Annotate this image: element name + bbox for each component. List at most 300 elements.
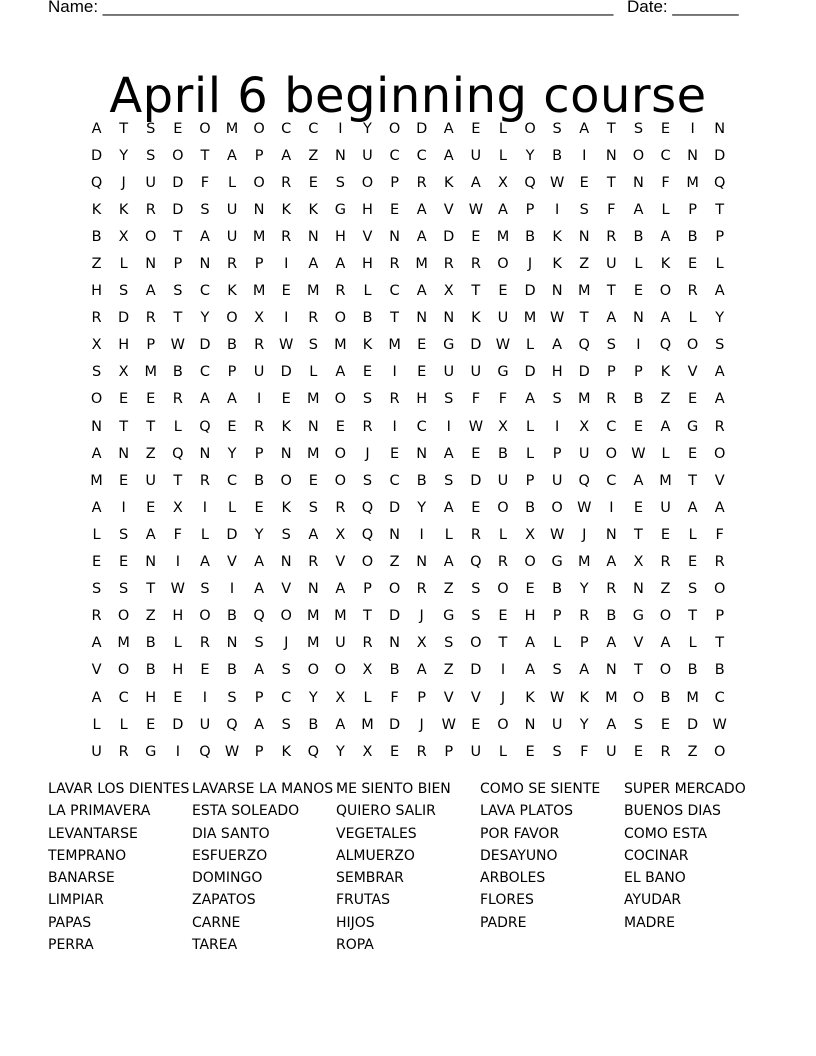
grid-letter: B [497, 445, 508, 462]
grid-letter: Y [579, 581, 589, 598]
grid-letter: P [254, 445, 264, 462]
grid-letter: W [468, 418, 484, 435]
grid-letter: M [577, 283, 591, 300]
grid-letter: E [471, 716, 481, 733]
grid-letter: B [416, 472, 427, 489]
grid-letter: K [227, 283, 237, 300]
grid-letter: I [555, 201, 560, 218]
grid-letter: R [281, 228, 292, 245]
grid-letter: O [470, 635, 482, 652]
grid-letter: K [281, 499, 291, 516]
grid-letter: T [119, 418, 129, 435]
grid-letter: S [335, 174, 345, 191]
grid-letter: R [714, 554, 725, 571]
grid-letter: C [281, 120, 292, 137]
grid-letter: Q [361, 526, 374, 543]
grid-letter: A [281, 147, 292, 164]
grid-letter: R [254, 418, 265, 435]
grid-letter: N [307, 228, 319, 245]
grid-letter: Q [361, 499, 374, 516]
grid-letter: O [172, 147, 184, 164]
grid-letter: I [202, 499, 208, 516]
grid-letter: I [338, 120, 343, 137]
grid-letter: U [199, 716, 211, 733]
grid-row [83, 603, 738, 630]
grid-row [83, 576, 738, 603]
grid-letter: A [579, 120, 590, 137]
grid-letter: G [497, 364, 509, 381]
grid-letter: J [419, 716, 424, 733]
grid-letter: F [661, 174, 670, 191]
grid-letter: Z [443, 581, 454, 598]
grid-letter: W [631, 445, 646, 462]
word-list-item: POR FAVOR [480, 825, 560, 842]
grid-letter: K [660, 364, 671, 381]
grid-letter: E [471, 120, 481, 137]
grid-letter: N [524, 716, 536, 733]
grid-letter: R [443, 256, 454, 273]
letter-grid [83, 115, 738, 765]
grid-letter: D [280, 364, 292, 381]
grid-letter: N [416, 554, 428, 571]
grid-letter: B [145, 662, 156, 679]
grid-letter: M [144, 364, 157, 381]
grid-letter: S [444, 472, 454, 489]
grid-letter: O [307, 662, 319, 679]
word-list-item: ME SIENTO BIEN [336, 781, 451, 797]
grid-letter: B [606, 608, 617, 625]
grid-letter: Q [578, 337, 590, 354]
grid-letter: X [579, 418, 590, 435]
grid-letter: N [443, 310, 455, 327]
grid-letter: A [91, 499, 102, 516]
grid-letter: M [415, 256, 428, 273]
grid-row [83, 684, 738, 711]
word-list-item: DESAYUNO [480, 847, 558, 864]
grid-letter: E [660, 120, 671, 137]
grid-letter: J [121, 174, 126, 191]
grid-letter: R [199, 472, 210, 489]
date-field-line: Date: _______ [627, 0, 739, 16]
grid-letter: L [661, 201, 670, 218]
word-list-item: FLORES [480, 892, 534, 909]
grid-letter: D [470, 337, 482, 354]
word-list-item: BUENOS DIAS [624, 803, 721, 820]
grid-letter: C [714, 689, 725, 706]
grid-letter: O [632, 147, 645, 164]
grid-letter: L [173, 418, 182, 435]
grid-letter: S [281, 526, 291, 543]
grid-letter: E [389, 743, 400, 760]
grid-letter: S [200, 581, 210, 598]
grid-letter: V [281, 581, 292, 598]
grid-letter: B [145, 635, 156, 652]
grid-letter: O [659, 283, 672, 300]
grid-letter: T [606, 283, 616, 300]
grid-letter: I [582, 147, 587, 164]
grid-letter: P [254, 743, 264, 760]
grid-letter: K [525, 689, 535, 706]
word-list-item: LAVARSE LA MANOS [192, 781, 334, 797]
grid-letter: A [335, 256, 346, 273]
grid-letter: V [335, 554, 346, 571]
grid-letter: O [280, 608, 292, 625]
grid-letter: Y [200, 310, 210, 327]
grid-letter: A [687, 499, 698, 516]
grid-letter: E [471, 228, 481, 245]
grid-letter: S [552, 120, 562, 137]
grid-letter: E [688, 554, 698, 571]
grid-letter: E [308, 174, 318, 191]
word-list-item: ROPA [336, 937, 374, 954]
grid-letter: U [470, 147, 482, 164]
grid-letter: N [632, 581, 644, 598]
grid-row [83, 332, 738, 359]
grid-letter: A [660, 418, 671, 435]
grid-letter: R [714, 418, 725, 435]
word-list-item: MADRE [624, 914, 676, 931]
grid-letter: Q [199, 418, 211, 435]
grid-letter: L [715, 256, 724, 273]
grid-letter: Z [91, 256, 102, 273]
grid-letter: I [175, 554, 180, 571]
grid-letter: S [362, 391, 373, 408]
grid-letter: U [551, 716, 563, 733]
grid-letter: O [117, 662, 130, 679]
grid-letter: E [281, 283, 291, 300]
grid-letter: D [172, 201, 184, 218]
grid-letter: R [470, 526, 481, 543]
grid-letter: H [362, 201, 373, 218]
grid-letter: S [552, 391, 562, 408]
grid-letter: S [471, 581, 481, 598]
grid-letter: E [119, 391, 129, 408]
grid-letter: L [498, 120, 507, 137]
grid-letter: X [362, 662, 373, 679]
grid-letter: O [713, 581, 726, 598]
grid-letter: N [199, 445, 211, 462]
grid-letter: S [552, 662, 562, 679]
grid-letter: R [226, 256, 238, 273]
grid-letter: B [714, 662, 725, 679]
grid-letter: E [688, 391, 698, 408]
grid-letter: D [524, 283, 536, 300]
word-list-item: PADRE [480, 914, 527, 931]
grid-letter: H [145, 689, 157, 706]
grid-letter: X [443, 283, 454, 300]
grid-letter: E [471, 499, 481, 516]
grid-letter: H [334, 228, 346, 245]
grid-letter: T [633, 526, 643, 543]
grid-letter: O [713, 445, 726, 462]
grid-letter: M [117, 635, 130, 652]
grid-letter: E [417, 364, 427, 381]
grid-letter: A [714, 364, 725, 381]
grid-letter: A [606, 635, 617, 652]
grid-letter: O [686, 337, 699, 354]
grid-letter: X [118, 364, 129, 381]
grid-letter: P [363, 581, 372, 598]
grid-letter: M [252, 283, 266, 300]
grid-letter: L [526, 445, 535, 462]
grid-letter: S [173, 283, 183, 300]
grid-letter: U [362, 147, 373, 164]
grid-letter: E [173, 689, 183, 706]
word-list-item: DOMINGO [192, 870, 263, 887]
grid-letter: S [715, 337, 725, 354]
grid-letter: A [660, 635, 671, 652]
grid-letter: M [252, 228, 266, 245]
grid-row [83, 711, 738, 738]
grid-letter: C [199, 283, 210, 300]
grid-letter: O [361, 174, 374, 191]
grid-letter: O [659, 662, 672, 679]
grid-letter: X [633, 554, 644, 571]
grid-letter: Q [578, 472, 590, 489]
grid-letter: A [443, 120, 454, 137]
grid-letter: V [714, 472, 725, 489]
grid-letter: Q [90, 174, 103, 191]
grid-letter: P [552, 445, 562, 462]
grid-letter: S [119, 526, 129, 543]
grid-letter: I [256, 391, 262, 408]
grid-row [83, 142, 738, 169]
grid-letter: L [363, 283, 372, 300]
grid-letter: P [173, 256, 183, 273]
grid-letter: R [389, 256, 400, 273]
grid-letter: B [362, 310, 373, 327]
grid-row [83, 738, 738, 765]
grid-letter: O [497, 716, 509, 733]
grid-letter: W [549, 689, 565, 706]
grid-letter: Z [579, 256, 590, 273]
grid-row [83, 521, 738, 548]
grid-letter: B [91, 228, 102, 245]
grid-letter: N [578, 228, 590, 245]
grid-letter: P [254, 147, 264, 164]
grid-letter: A [606, 716, 617, 733]
grid-letter: U [91, 743, 102, 760]
word-list-item: ARBOLES [480, 870, 546, 887]
grid-letter: C [389, 472, 400, 489]
grid-letter: E [417, 337, 427, 354]
grid-letter: R [416, 174, 427, 191]
grid-letter: T [363, 608, 372, 625]
grid-letter: K [281, 418, 291, 435]
grid-letter: E [660, 716, 671, 733]
grid-letter: P [444, 743, 454, 760]
grid-letter: D [470, 472, 482, 489]
grid-letter: F [715, 526, 724, 543]
grid-letter: E [389, 201, 400, 218]
grid-letter: O [199, 120, 211, 137]
grid-letter: S [362, 472, 373, 489]
grid-letter: E [91, 554, 102, 571]
grid-letter: N [199, 256, 211, 273]
grid-letter: S [606, 337, 616, 354]
grid-letter: S [254, 635, 264, 652]
grid-letter: V [470, 689, 481, 706]
grid-letter: A [416, 662, 427, 679]
grid-letter: B [227, 662, 237, 679]
grid-letter: W [549, 174, 565, 191]
grid-letter: E [525, 743, 535, 760]
grid-letter: U [470, 364, 482, 381]
grid-letter: Y [715, 310, 725, 327]
grid-letter: R [172, 391, 183, 408]
grid-letter: Y [579, 716, 589, 733]
grid-letter: U [578, 445, 590, 462]
grid-letter: R [254, 337, 265, 354]
grid-letter: I [500, 662, 506, 679]
word-list-item: PAPAS [48, 914, 92, 931]
grid-letter: N [145, 256, 157, 273]
grid-letter: K [660, 256, 671, 273]
grid-letter: A [91, 120, 102, 137]
grid-row [83, 467, 738, 494]
grid-letter: R [362, 418, 373, 435]
grid-letter: M [388, 337, 401, 354]
word-list-item: PERRA [48, 937, 94, 954]
grid-letter: V [227, 554, 237, 571]
grid-letter: O [253, 174, 265, 191]
grid-letter: O [280, 472, 292, 489]
grid-letter: L [92, 716, 101, 733]
grid-letter: E [633, 418, 643, 435]
grid-letter: T [471, 283, 481, 300]
grid-letter: D [199, 337, 211, 354]
grid-letter: Z [443, 662, 454, 679]
grid-letter: B [633, 391, 644, 408]
grid-letter: K [281, 201, 291, 218]
grid-letter: U [443, 364, 455, 381]
grid-letter: T [715, 201, 725, 218]
word-list-item: SUPER MERCADO [624, 781, 746, 797]
grid-letter: X [497, 418, 508, 435]
word-list-item: EL BANO [624, 870, 686, 887]
grid-letter: Q [172, 445, 184, 462]
grid-letter: R [91, 608, 102, 625]
grid-letter: O [90, 391, 103, 408]
grid-letter: B [389, 662, 400, 679]
grid-letter: L [444, 526, 453, 543]
grid-letter: K [308, 201, 319, 218]
grid-letter: C [416, 418, 427, 435]
grid-letter: U [335, 635, 346, 652]
grid-letter: Y [335, 743, 345, 760]
grid-letter: W [224, 743, 240, 760]
grid-letter: P [525, 472, 535, 489]
grid-letter: E [688, 445, 698, 462]
grid-letter: A [227, 147, 237, 164]
grid-letter: L [200, 526, 209, 543]
grid-letter: X [91, 337, 102, 354]
grid-letter: I [690, 120, 695, 137]
grid-letter: N [91, 418, 102, 435]
grid-letter: Z [145, 445, 156, 462]
grid-letter: T [390, 310, 399, 327]
grid-letter: M [361, 716, 374, 733]
grid-letter: E [119, 472, 129, 489]
grid-letter: K [91, 201, 102, 218]
grid-letter: W [495, 337, 511, 354]
grid-letter: Y [363, 120, 372, 137]
grid-letter: P [525, 201, 535, 218]
grid-letter: R [335, 499, 346, 516]
grid-letter: U [253, 364, 265, 381]
grid-letter: C [606, 418, 617, 435]
grid-letter: I [392, 418, 397, 435]
grid-letter: Y [254, 526, 264, 543]
grid-letter: E [688, 256, 698, 273]
grid-letter: B [687, 662, 698, 679]
grid-row [83, 657, 738, 684]
grid-letter: B [660, 689, 671, 706]
grid-row [83, 494, 738, 521]
page-title: April 6 beginning course [109, 68, 707, 125]
grid-row [83, 630, 738, 657]
grid-letter: B [525, 228, 536, 245]
grid-row [83, 413, 738, 440]
grid-letter: E [308, 472, 318, 489]
word-list-item: SEMBRAR [336, 870, 404, 887]
grid-letter: K [444, 174, 454, 191]
grid-letter: S [281, 662, 291, 679]
grid-letter: A [606, 554, 617, 571]
grid-row [83, 278, 738, 305]
grid-letter: D [226, 526, 238, 543]
word-list-item: COMO ESTA [624, 825, 708, 842]
grid-letter: B [552, 581, 563, 598]
grid-letter: A [552, 337, 563, 354]
word-list-item: FRUTAS [336, 892, 390, 909]
grid-letter: S [91, 581, 102, 598]
grid-letter: A [660, 310, 671, 327]
grid-letter: B [308, 716, 319, 733]
grid-letter: B [227, 337, 237, 354]
grid-letter: W [468, 201, 484, 218]
grid-letter: A [254, 581, 265, 598]
word-list-item: LA PRIMAVERA [48, 803, 151, 820]
grid-letter: N [145, 554, 157, 571]
grid-letter: A [254, 716, 265, 733]
grid-row [83, 359, 738, 386]
grid-letter: A [633, 201, 644, 218]
grid-letter: J [284, 635, 289, 652]
grid-letter: H [91, 283, 102, 300]
grid-row [83, 115, 738, 142]
grid-letter: S [119, 581, 129, 598]
grid-letter: P [634, 364, 643, 381]
grid-letter: N [307, 581, 319, 598]
grid-row [83, 386, 738, 413]
grid-letter: K [118, 201, 129, 218]
grid-letter: M [577, 554, 591, 571]
grid-letter: P [254, 689, 264, 706]
grid-letter: U [660, 499, 671, 516]
grid-letter: A [497, 201, 508, 218]
grid-letter: N [280, 554, 292, 571]
grid-letter: N [226, 635, 238, 652]
grid-letter: L [227, 499, 237, 516]
grid-letter: W [577, 499, 592, 516]
grid-letter: S [146, 147, 156, 164]
grid-row [83, 169, 738, 196]
grid-letter: R [308, 554, 319, 571]
grid-letter: M [307, 608, 320, 625]
grid-letter: B [254, 472, 265, 489]
grid-letter: O [334, 662, 347, 679]
